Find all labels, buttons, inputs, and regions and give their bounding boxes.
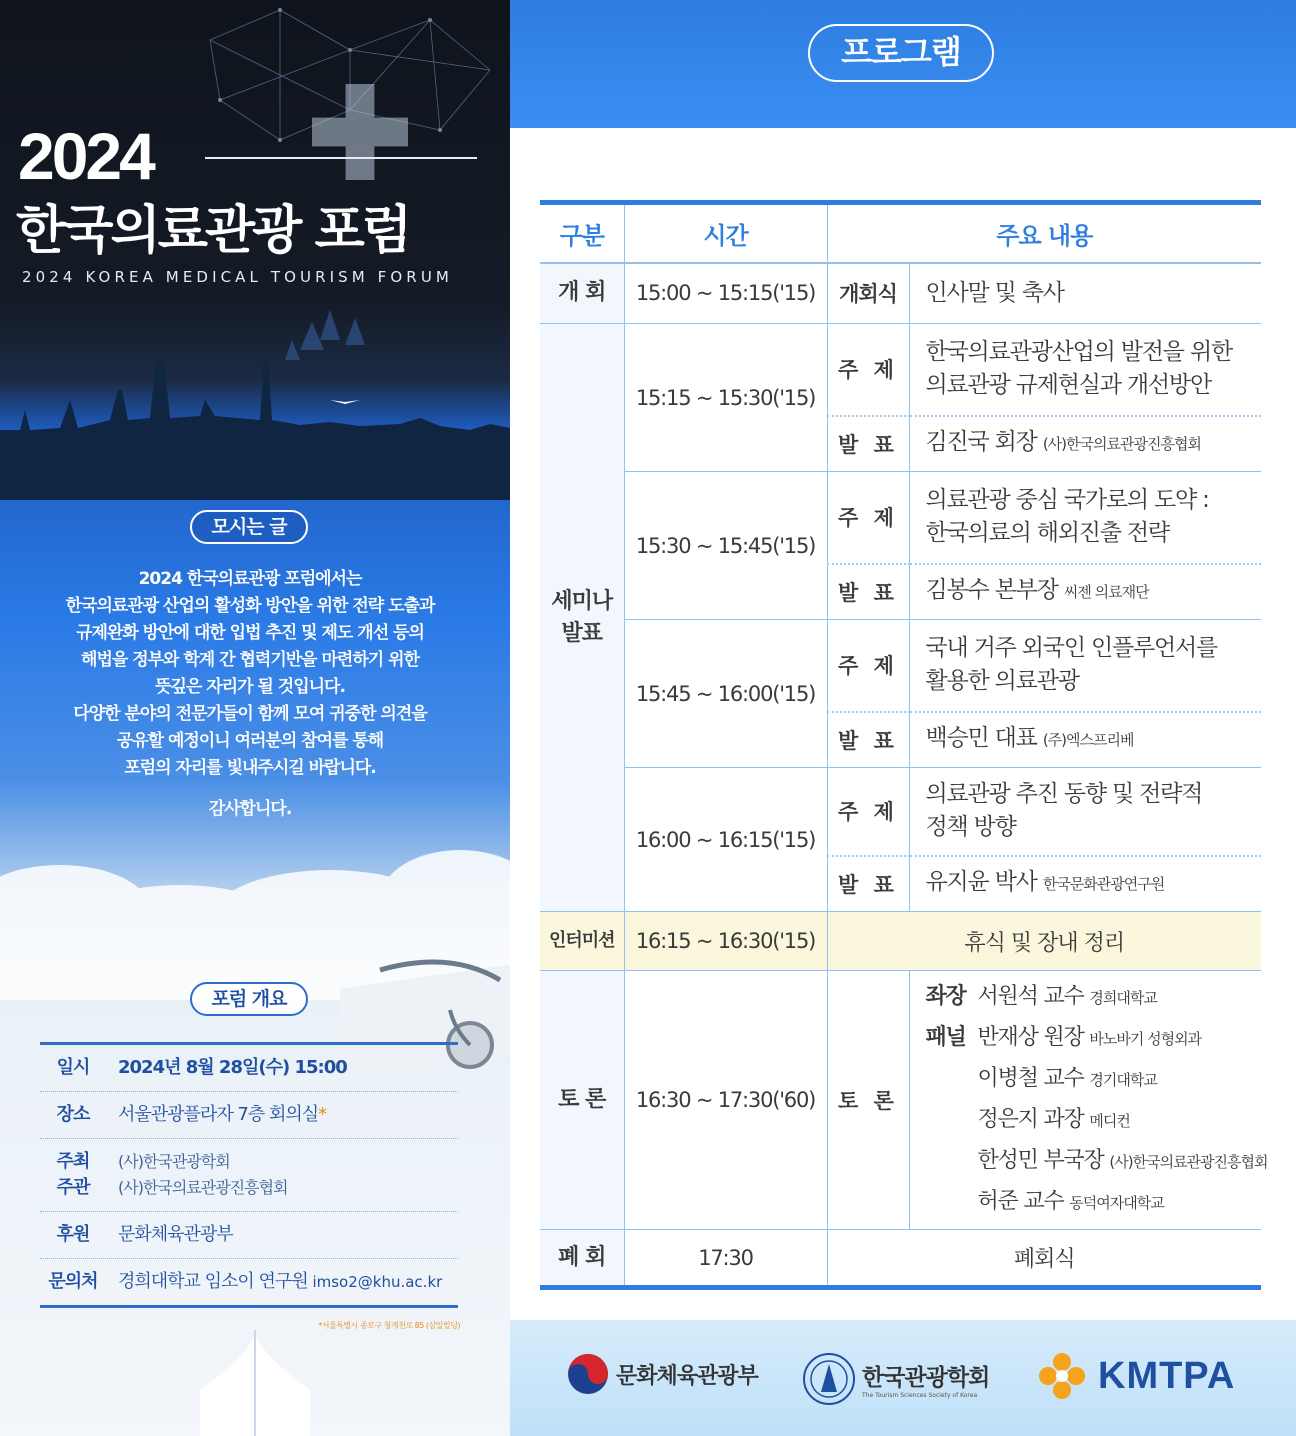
intermission-time: 16:15 ~ 16:30('15): [624, 912, 827, 971]
kmtpa-mark-icon: [1038, 1352, 1086, 1400]
ministry-name: 문화체육관광부: [616, 1363, 758, 1389]
closing-content: 폐회식: [827, 1230, 1261, 1288]
panelist-affiliation: 동덕여자대학교: [1069, 1194, 1164, 1212]
speaker-name: 김봉수 본부장: [925, 577, 1058, 604]
opening-content: 인사말 및 축사: [909, 263, 1261, 324]
panelist-line: [926, 1182, 1262, 1223]
session-speaker: [909, 712, 1261, 768]
contact-email[interactable]: imso2@khu.ac.kr: [312, 1273, 443, 1291]
society-name: 한국관광학회: [862, 1365, 990, 1391]
address-note: *서울특별시 종로구 청계천로 85 (삼일빌딩): [318, 1321, 460, 1330]
forum-year: 2024: [18, 119, 153, 193]
society-seal-icon: [802, 1352, 856, 1406]
topic-tag: 주 제: [827, 472, 909, 564]
topic-line: 한국의료관광산업의 발전을 위한: [925, 339, 1232, 366]
book-graphic: [200, 1330, 310, 1436]
greeting-line: 뜻깊은 자리가 될 것입니다.: [155, 677, 345, 697]
panelist-name: 정은지 과장: [977, 1107, 1084, 1132]
intermission-category: 인터미션: [540, 912, 624, 971]
overview-place-row: [40, 1092, 458, 1139]
host-value: (사)한국관광학회: [118, 1152, 230, 1171]
session-4-topic-row: [540, 768, 1261, 856]
greeting-line: 2024 한국의료관광 포럼에서는: [138, 569, 362, 589]
greeting-line: 해법을 정부와 학계 간 협력기반을 마련하기 위한: [81, 650, 419, 670]
date-label: 일시: [56, 1057, 90, 1078]
speaker-name: 유지윤 박사: [925, 869, 1037, 896]
header-time: 시간: [624, 203, 827, 263]
topic-line: 정책 방향: [925, 814, 1016, 841]
opening-row: [540, 263, 1261, 324]
speaker-affiliation: 한국문화관광연구원: [1042, 875, 1165, 894]
closing-row: [540, 1230, 1261, 1288]
overview-label: 포럼 개요: [190, 982, 308, 1016]
program-label: 프로그램: [808, 24, 994, 82]
session-topic: [909, 472, 1261, 564]
forum-subtitle: 2024 KOREA MEDICAL TOURISM FORUM: [22, 268, 453, 286]
overview-sponsor-row: [40, 1212, 458, 1259]
topic-tag: 주 제: [827, 324, 909, 416]
session-time: 15:15 ~ 15:30('15): [624, 324, 827, 472]
speaker-name: 김진국 회장: [925, 429, 1037, 456]
panelist-name: 한성민 부국장: [977, 1148, 1104, 1173]
sponsor-value: 문화체육관광부: [118, 1224, 233, 1245]
kmtpa-logo: [1038, 1352, 1235, 1400]
discussion-tag: 토 론: [827, 971, 909, 1230]
chair-affiliation: 경희대학교: [1089, 989, 1157, 1007]
medical-cross-icon: [300, 72, 420, 192]
right-panel: [510, 0, 1296, 1436]
place-footnote-mark: *: [318, 1104, 327, 1125]
speaker-tag: 발 표: [827, 564, 909, 620]
panelist-affiliation: (사)한국의료관광진흥협회: [1109, 1153, 1268, 1171]
topic-line: 의료관광 추진 동향 및 전략적: [925, 781, 1203, 808]
ministry-logo: [566, 1352, 758, 1396]
discussion-time: 16:30 ~ 17:30('60): [624, 971, 827, 1230]
overview-date-row: [40, 1045, 458, 1092]
greeting-line: 다양한 분야의 전문가들이 함께 모여 귀중한 의견을: [73, 704, 427, 724]
speaker-affiliation: (주)엑스프리베: [1042, 731, 1134, 750]
intermission-row: [540, 912, 1261, 971]
topic-line: 의료관광 규제현실과 개선방안: [925, 372, 1211, 399]
panelist-line: [926, 1018, 1262, 1059]
panelist-name: 반재상 원장: [977, 1025, 1084, 1050]
panel-label: 패널: [925, 1025, 966, 1050]
chair-name: 서원석 교수: [977, 984, 1084, 1009]
overview-host-row: [40, 1139, 458, 1212]
society-text: [862, 1359, 989, 1399]
topic-line: 활용한 의료관광: [925, 668, 1079, 695]
seminar-category: 세미나 발표: [540, 324, 624, 912]
panelist-line: [926, 1141, 1268, 1182]
society-logo: [802, 1352, 989, 1406]
greeting-line: 한국의료관광 산업의 활성화 방안을 위한 전략 도출과: [65, 596, 435, 616]
intermission-content: 휴식 및 장내 정리: [827, 912, 1261, 971]
organizer-label: 주관: [56, 1177, 90, 1198]
session-topic: [909, 324, 1261, 416]
panelist-line: [926, 1100, 1262, 1141]
opening-category: 개 회: [540, 263, 624, 324]
session-speaker: [909, 416, 1261, 472]
host-values: [106, 1149, 288, 1201]
discussion-category: 토 론: [540, 971, 624, 1230]
place-label: 장소: [56, 1104, 90, 1125]
speaker-affiliation: (사)한국의료관광진흥협회: [1042, 435, 1201, 454]
topic-line: 한국의료의 해외진출 전략: [925, 520, 1169, 547]
panelist-name: 이병철 교수: [977, 1066, 1084, 1091]
topic-line: 국내 거주 외국인 인플루언서를: [925, 635, 1218, 662]
seoul-skyline-graphic: [0, 300, 510, 500]
greeting-thanks: 감사합니다.: [208, 799, 292, 819]
society-name-en: The Tourism Sciences Society of Korea: [862, 1392, 978, 1399]
host-labels: [40, 1149, 106, 1201]
closing-time: 17:30: [624, 1230, 827, 1288]
sponsor-label: 후원: [56, 1224, 90, 1245]
chair-line: [926, 977, 1262, 1018]
place-text: 서울관광플라자 7층 회의실: [118, 1104, 319, 1125]
discussion-row: [540, 971, 1261, 1230]
discussion-participants: [909, 971, 1268, 1230]
host-label: 주최: [56, 1151, 90, 1172]
contact-label: 문의처: [48, 1271, 98, 1292]
kmtpa-name: KMTPA: [1098, 1354, 1236, 1397]
session-topic: [909, 620, 1261, 712]
greeting-line: 공유할 예정이니 여러분의 참여를 통해: [116, 731, 384, 751]
place-value: [106, 1102, 458, 1128]
topic-tag: 주 제: [827, 768, 909, 856]
speaker-tag: 발 표: [827, 856, 909, 912]
topic-line: 의료관광 중심 국가로의 도약 :: [925, 487, 1209, 514]
opening-time: 15:00 ~ 15:15('15): [624, 263, 827, 324]
closing-category: 폐 회: [540, 1230, 624, 1288]
organizer-value: (사)한국의료관광진흥협회: [118, 1178, 288, 1197]
session-1-topic-row: [540, 324, 1261, 416]
overview-contact-row: [40, 1259, 458, 1305]
session-3-topic-row: [540, 620, 1261, 712]
speaker-tag: 발 표: [827, 712, 909, 768]
session-speaker: [909, 564, 1261, 620]
greeting-text: [20, 566, 480, 782]
session-time: 16:00 ~ 16:15('15): [624, 768, 827, 912]
speaker-tag: 발 표: [827, 416, 909, 472]
panelist-affiliation: 경기대학교: [1089, 1071, 1157, 1089]
program-table: [540, 200, 1268, 1290]
contact-person: 경희대학교 임소이 연구원: [118, 1271, 308, 1292]
contact-value: [106, 1269, 458, 1295]
greeting-line: 규제완화 방안에 대한 입법 추진 및 제도 개선 등의: [76, 623, 424, 643]
topic-tag: 주 제: [827, 620, 909, 712]
session-2-topic-row: [540, 472, 1261, 564]
left-panel: [0, 0, 510, 1436]
chair-label: 좌장: [925, 984, 966, 1009]
panelist-name: 허준 교수: [977, 1189, 1064, 1214]
session-time: 15:30 ~ 15:45('15): [624, 472, 827, 620]
overview-table: [40, 1042, 458, 1308]
panelist-affiliation: 메디컨: [1089, 1112, 1130, 1130]
title-divider: [205, 157, 477, 159]
greeting-label: 모시는 글: [190, 510, 308, 544]
opening-tag: 개회식: [827, 263, 909, 324]
forum-title: 한국의료관광 포럼: [16, 201, 409, 261]
panelist-affiliation: 바노바기 성형외과: [1089, 1030, 1202, 1048]
session-time: 15:45 ~ 16:00('15): [624, 620, 827, 768]
date-value: 2024년 8월 28일(수) 15:00: [118, 1057, 347, 1078]
program-header: [510, 0, 1296, 128]
header-content: 주요 내용: [827, 203, 1261, 263]
speaker-name: 백승민 대표: [925, 725, 1037, 752]
program-header-row: [540, 203, 1261, 263]
header-category: 구분: [540, 203, 624, 263]
panelist-line: [926, 1059, 1262, 1100]
session-speaker: [909, 856, 1261, 912]
session-topic: [909, 768, 1261, 856]
taegeuk-icon: [566, 1352, 610, 1396]
speaker-affiliation: 씨젠 의료재단: [1063, 583, 1149, 602]
greeting-line: 포럼의 자리를 빛내주시길 바랍니다.: [124, 758, 376, 778]
